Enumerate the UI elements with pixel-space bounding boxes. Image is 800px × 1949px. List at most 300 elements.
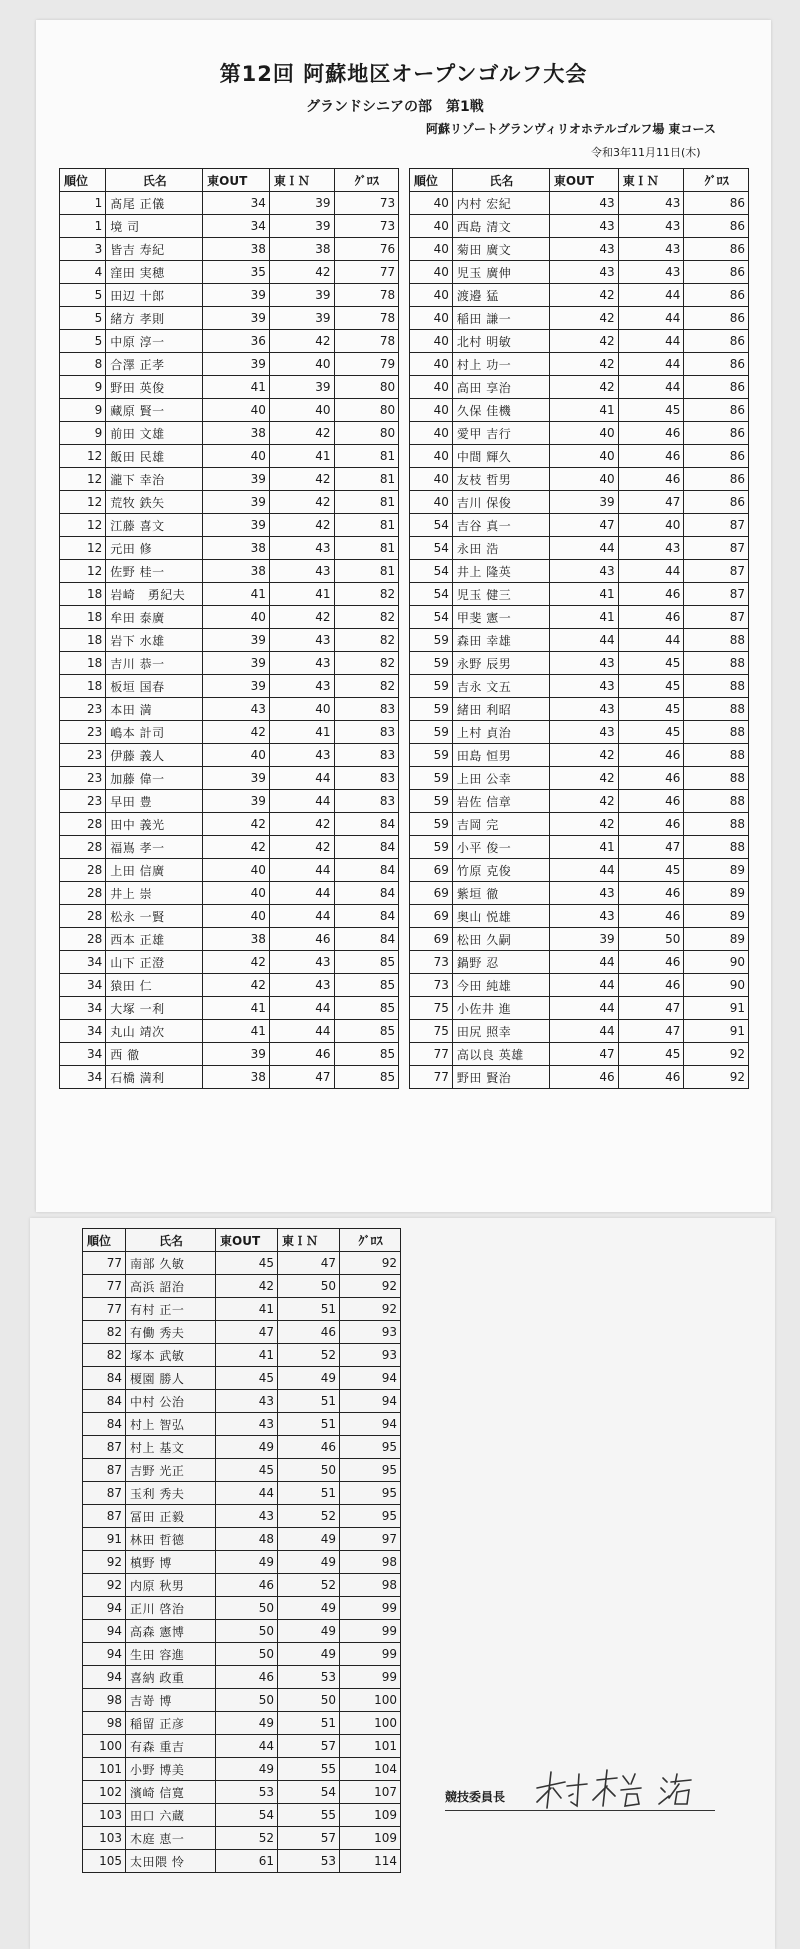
player-name-cell: 竹原 克俊 xyxy=(452,859,549,882)
player-name-cell: 中間 輝久 xyxy=(452,445,549,468)
gross-score-cell: 87 xyxy=(684,606,749,629)
gross-score-cell: 101 xyxy=(340,1735,401,1758)
column-gap xyxy=(399,905,410,928)
rank-cell: 34 xyxy=(60,1043,106,1066)
column-gap xyxy=(399,468,410,491)
player-name-cell: 有村 正一 xyxy=(126,1298,216,1321)
gross-score-cell: 82 xyxy=(334,583,399,606)
player-name-cell: 飯田 民雄 xyxy=(106,445,203,468)
rank-cell: 12 xyxy=(60,468,106,491)
in-score-cell: 44 xyxy=(269,790,334,813)
out-score-cell: 45 xyxy=(216,1367,278,1390)
player-name-cell: 上田 信廣 xyxy=(106,859,203,882)
rank-cell: 4 xyxy=(60,261,106,284)
player-name-cell: 木庭 恵一 xyxy=(126,1827,216,1850)
out-score-cell: 38 xyxy=(203,928,270,951)
column-gap xyxy=(399,399,410,422)
player-name-cell: 稲田 謙一 xyxy=(452,307,549,330)
gross-score-cell: 93 xyxy=(340,1321,401,1344)
column-gap xyxy=(399,744,410,767)
gross-score-cell: 81 xyxy=(334,560,399,583)
player-name-cell: 岩下 水雄 xyxy=(106,629,203,652)
table-row xyxy=(83,1321,401,1344)
gross-score-cell: 94 xyxy=(340,1367,401,1390)
player-name-cell: 牟田 泰廣 xyxy=(106,606,203,629)
header-rank: 順位 xyxy=(409,169,452,192)
rank-cell: 1 xyxy=(60,215,106,238)
gross-score-cell: 80 xyxy=(334,399,399,422)
rank-cell: 69 xyxy=(409,859,452,882)
in-score-cell: 44 xyxy=(618,307,684,330)
in-score-cell: 44 xyxy=(618,629,684,652)
rank-cell: 75 xyxy=(409,1020,452,1043)
in-score-cell: 43 xyxy=(618,192,684,215)
in-score-cell: 43 xyxy=(618,238,684,261)
column-gap xyxy=(399,353,410,376)
out-score-cell: 53 xyxy=(216,1781,278,1804)
table-row xyxy=(83,1574,401,1597)
gross-score-cell: 114 xyxy=(340,1850,401,1873)
in-score-cell: 44 xyxy=(618,330,684,353)
rank-cell: 40 xyxy=(409,399,452,422)
in-score-cell: 46 xyxy=(618,882,684,905)
gross-score-cell: 109 xyxy=(340,1827,401,1850)
table-row xyxy=(60,813,749,836)
rank-cell: 34 xyxy=(60,997,106,1020)
player-name-cell: 皆吉 寿紀 xyxy=(106,238,203,261)
player-name-cell: 塚本 武敏 xyxy=(126,1344,216,1367)
out-score-cell: 40 xyxy=(203,905,270,928)
column-gap xyxy=(399,376,410,399)
in-score-cell: 42 xyxy=(269,468,334,491)
in-score-cell: 46 xyxy=(618,583,684,606)
out-score-cell: 41 xyxy=(203,997,270,1020)
rank-cell: 40 xyxy=(409,330,452,353)
table-row xyxy=(83,1597,401,1620)
gross-score-cell: 97 xyxy=(340,1528,401,1551)
out-score-cell: 42 xyxy=(203,721,270,744)
header-gross: ｸﾞﾛｽ xyxy=(334,169,399,192)
player-name-cell: 上田 公幸 xyxy=(452,767,549,790)
rank-cell: 87 xyxy=(83,1482,126,1505)
in-score-cell: 44 xyxy=(269,859,334,882)
in-score-cell: 44 xyxy=(269,997,334,1020)
column-gap xyxy=(399,514,410,537)
gross-score-cell: 73 xyxy=(334,215,399,238)
rank-cell: 59 xyxy=(409,767,452,790)
header-in: 東ＩＮ xyxy=(278,1229,340,1252)
results-table-continued xyxy=(82,1228,401,1873)
gross-score-cell: 99 xyxy=(340,1597,401,1620)
out-score-cell: 42 xyxy=(216,1275,278,1298)
rank-cell: 103 xyxy=(83,1827,126,1850)
rank-cell: 94 xyxy=(83,1597,126,1620)
table-row xyxy=(83,1252,401,1275)
gross-score-cell: 82 xyxy=(334,675,399,698)
table-row xyxy=(83,1712,401,1735)
in-score-cell: 39 xyxy=(269,215,334,238)
table-row xyxy=(83,1689,401,1712)
rank-cell: 28 xyxy=(60,859,106,882)
table-row xyxy=(60,284,749,307)
gross-score-cell: 98 xyxy=(340,1551,401,1574)
player-name-cell: 早田 豊 xyxy=(106,790,203,813)
rank-cell: 23 xyxy=(60,721,106,744)
player-name-cell: 吉嵜 博 xyxy=(126,1689,216,1712)
gross-score-cell: 76 xyxy=(334,238,399,261)
player-name-cell: 元田 修 xyxy=(106,537,203,560)
signature-block xyxy=(445,1770,715,1815)
player-name-cell: 榎園 勝人 xyxy=(126,1367,216,1390)
in-score-cell: 39 xyxy=(269,192,334,215)
rank-cell: 5 xyxy=(60,330,106,353)
table-row xyxy=(83,1482,401,1505)
player-name-cell: 南部 久敏 xyxy=(126,1252,216,1275)
rank-cell: 54 xyxy=(409,560,452,583)
player-name-cell: 友枝 哲男 xyxy=(452,468,549,491)
out-score-cell: 35 xyxy=(203,261,270,284)
rank-cell: 59 xyxy=(409,813,452,836)
gross-score-cell: 80 xyxy=(334,422,399,445)
gross-score-cell: 86 xyxy=(684,238,749,261)
rank-cell: 94 xyxy=(83,1620,126,1643)
rank-cell: 3 xyxy=(60,238,106,261)
out-score-cell: 39 xyxy=(203,675,270,698)
gross-score-cell: 73 xyxy=(334,192,399,215)
gross-score-cell: 82 xyxy=(334,652,399,675)
out-score-cell: 44 xyxy=(549,629,618,652)
column-gap xyxy=(399,836,410,859)
out-score-cell: 34 xyxy=(203,192,270,215)
out-score-cell: 41 xyxy=(216,1344,278,1367)
out-score-cell: 49 xyxy=(216,1712,278,1735)
table-row xyxy=(83,1390,401,1413)
table-row xyxy=(60,238,749,261)
in-score-cell: 46 xyxy=(278,1436,340,1459)
player-name-cell: 紫垣 徹 xyxy=(452,882,549,905)
rank-cell: 100 xyxy=(83,1735,126,1758)
in-score-cell: 43 xyxy=(269,629,334,652)
in-score-cell: 41 xyxy=(269,721,334,744)
out-score-cell: 39 xyxy=(203,652,270,675)
player-name-cell: 瀧下 幸治 xyxy=(106,468,203,491)
rank-cell: 34 xyxy=(60,1066,106,1089)
in-score-cell: 49 xyxy=(278,1620,340,1643)
table-row xyxy=(83,1758,401,1781)
out-score-cell: 43 xyxy=(216,1413,278,1436)
rank-cell: 105 xyxy=(83,1850,126,1873)
rank-cell: 40 xyxy=(409,307,452,330)
rank-cell: 28 xyxy=(60,928,106,951)
rank-cell: 82 xyxy=(83,1321,126,1344)
out-score-cell: 50 xyxy=(216,1643,278,1666)
out-score-cell: 43 xyxy=(549,675,618,698)
table-row xyxy=(83,1298,401,1321)
out-score-cell: 34 xyxy=(203,215,270,238)
gross-score-cell: 100 xyxy=(340,1689,401,1712)
player-name-cell: 田辺 十郎 xyxy=(106,284,203,307)
gross-score-cell: 95 xyxy=(340,1482,401,1505)
gross-score-cell: 107 xyxy=(340,1781,401,1804)
player-name-cell: 小野 博美 xyxy=(126,1758,216,1781)
out-score-cell: 43 xyxy=(549,882,618,905)
column-gap xyxy=(399,675,410,698)
table-row xyxy=(60,767,749,790)
column-gap xyxy=(399,859,410,882)
rank-cell: 23 xyxy=(60,698,106,721)
out-score-cell: 39 xyxy=(203,468,270,491)
table-row xyxy=(60,698,749,721)
out-score-cell: 40 xyxy=(203,606,270,629)
in-score-cell: 44 xyxy=(618,353,684,376)
in-score-cell: 55 xyxy=(278,1804,340,1827)
gross-score-cell: 86 xyxy=(684,330,749,353)
in-score-cell: 46 xyxy=(618,744,684,767)
in-score-cell: 49 xyxy=(278,1551,340,1574)
table-row xyxy=(83,1344,401,1367)
gross-score-cell: 83 xyxy=(334,721,399,744)
out-score-cell: 40 xyxy=(203,882,270,905)
out-score-cell: 43 xyxy=(549,215,618,238)
column-gap xyxy=(399,698,410,721)
results-sheet-page-2 xyxy=(30,1218,775,1949)
in-score-cell: 46 xyxy=(618,445,684,468)
gross-score-cell: 95 xyxy=(340,1505,401,1528)
player-name-cell: 板垣 国春 xyxy=(106,675,203,698)
table-row xyxy=(60,1020,749,1043)
column-gap xyxy=(399,583,410,606)
venue-label: 阿蘇リゾートグランヴィリオホテルゴルフ場 東コース xyxy=(426,122,716,136)
gross-score-cell: 81 xyxy=(334,491,399,514)
column-gap xyxy=(399,997,410,1020)
rank-cell: 8 xyxy=(60,353,106,376)
out-score-cell: 54 xyxy=(216,1804,278,1827)
player-name-cell: 緒田 利昭 xyxy=(452,698,549,721)
gross-score-cell: 87 xyxy=(684,583,749,606)
in-score-cell: 45 xyxy=(618,721,684,744)
rank-cell: 84 xyxy=(83,1413,126,1436)
gross-score-cell: 84 xyxy=(334,928,399,951)
gross-score-cell: 86 xyxy=(684,261,749,284)
out-score-cell: 43 xyxy=(549,261,618,284)
column-gap xyxy=(399,813,410,836)
table-row xyxy=(60,882,749,905)
header-name: 氏名 xyxy=(452,169,549,192)
out-score-cell: 38 xyxy=(203,560,270,583)
out-score-cell: 39 xyxy=(203,307,270,330)
table-row xyxy=(83,1804,401,1827)
out-score-cell: 36 xyxy=(203,330,270,353)
in-score-cell: 39 xyxy=(269,284,334,307)
gross-score-cell: 90 xyxy=(684,974,749,997)
gross-score-cell: 83 xyxy=(334,767,399,790)
table-row xyxy=(83,1666,401,1689)
table-row xyxy=(60,560,749,583)
player-name-cell: 吉野 光正 xyxy=(126,1459,216,1482)
in-score-cell: 42 xyxy=(269,514,334,537)
table-row xyxy=(60,744,749,767)
signature-line xyxy=(445,1810,715,1811)
player-name-cell: 山下 正澄 xyxy=(106,951,203,974)
in-score-cell: 51 xyxy=(278,1390,340,1413)
gross-score-cell: 86 xyxy=(684,445,749,468)
out-score-cell: 40 xyxy=(549,422,618,445)
in-score-cell: 42 xyxy=(269,261,334,284)
table-row xyxy=(83,1505,401,1528)
rank-cell: 84 xyxy=(83,1390,126,1413)
player-name-cell: 菊田 廣文 xyxy=(452,238,549,261)
rank-cell: 40 xyxy=(409,192,452,215)
in-score-cell: 46 xyxy=(618,422,684,445)
gross-score-cell: 85 xyxy=(334,1043,399,1066)
out-score-cell: 39 xyxy=(203,1043,270,1066)
in-score-cell: 41 xyxy=(269,445,334,468)
gross-score-cell: 99 xyxy=(340,1643,401,1666)
out-score-cell: 43 xyxy=(203,698,270,721)
in-score-cell: 43 xyxy=(269,675,334,698)
table-row xyxy=(83,1551,401,1574)
gross-score-cell: 86 xyxy=(684,376,749,399)
gross-score-cell: 92 xyxy=(340,1252,401,1275)
player-name-cell: 内原 秋男 xyxy=(126,1574,216,1597)
out-score-cell: 47 xyxy=(549,514,618,537)
table-row xyxy=(60,376,749,399)
header-rank: 順位 xyxy=(83,1229,126,1252)
out-score-cell: 43 xyxy=(549,238,618,261)
player-name-cell: 槙野 博 xyxy=(126,1551,216,1574)
in-score-cell: 39 xyxy=(269,376,334,399)
out-score-cell: 43 xyxy=(549,721,618,744)
in-score-cell: 47 xyxy=(618,997,684,1020)
rank-cell: 98 xyxy=(83,1712,126,1735)
player-name-cell: 渡邉 猛 xyxy=(452,284,549,307)
column-gap xyxy=(399,284,410,307)
rank-cell: 23 xyxy=(60,767,106,790)
in-score-cell: 52 xyxy=(278,1574,340,1597)
column-gap xyxy=(399,537,410,560)
gross-score-cell: 86 xyxy=(684,192,749,215)
rank-cell: 59 xyxy=(409,652,452,675)
rank-cell: 77 xyxy=(83,1252,126,1275)
gross-score-cell: 88 xyxy=(684,698,749,721)
out-score-cell: 42 xyxy=(549,353,618,376)
gross-score-cell: 84 xyxy=(334,905,399,928)
signature-label: 競技委員長 xyxy=(445,1790,506,1804)
gross-score-cell: 78 xyxy=(334,284,399,307)
rank-cell: 69 xyxy=(409,882,452,905)
gross-score-cell: 88 xyxy=(684,629,749,652)
in-score-cell: 40 xyxy=(618,514,684,537)
out-score-cell: 39 xyxy=(203,790,270,813)
gross-score-cell: 88 xyxy=(684,813,749,836)
gross-score-cell: 87 xyxy=(684,514,749,537)
gross-score-cell: 81 xyxy=(334,445,399,468)
table-row xyxy=(60,721,749,744)
table-row xyxy=(60,583,749,606)
out-score-cell: 43 xyxy=(216,1390,278,1413)
column-gap xyxy=(399,1020,410,1043)
out-score-cell: 43 xyxy=(549,192,618,215)
table-row xyxy=(60,675,749,698)
out-score-cell: 42 xyxy=(549,767,618,790)
gross-score-cell: 100 xyxy=(340,1712,401,1735)
results-table-main xyxy=(59,168,749,1089)
gross-score-cell: 84 xyxy=(334,859,399,882)
table-row xyxy=(60,790,749,813)
rank-cell: 103 xyxy=(83,1804,126,1827)
rank-cell: 28 xyxy=(60,882,106,905)
player-name-cell: 甲斐 憲一 xyxy=(452,606,549,629)
player-name-cell: 田中 義光 xyxy=(106,813,203,836)
rank-cell: 40 xyxy=(409,445,452,468)
player-name-cell: 濱崎 信寛 xyxy=(126,1781,216,1804)
column-gap xyxy=(399,1066,410,1089)
player-name-cell: 正川 啓治 xyxy=(126,1597,216,1620)
out-score-cell: 42 xyxy=(549,307,618,330)
player-name-cell: 西 徹 xyxy=(106,1043,203,1066)
rank-cell: 59 xyxy=(409,744,452,767)
player-name-cell: 西島 清文 xyxy=(452,215,549,238)
player-name-cell: 井上 隆英 xyxy=(452,560,549,583)
out-score-cell: 44 xyxy=(549,1020,618,1043)
gross-score-cell: 88 xyxy=(684,767,749,790)
player-name-cell: 井上 崇 xyxy=(106,882,203,905)
column-gap xyxy=(399,330,410,353)
gross-score-cell: 88 xyxy=(684,652,749,675)
in-score-cell: 47 xyxy=(269,1066,334,1089)
in-score-cell: 46 xyxy=(618,813,684,836)
out-score-cell: 42 xyxy=(549,813,618,836)
out-score-cell: 44 xyxy=(549,997,618,1020)
in-score-cell: 50 xyxy=(278,1689,340,1712)
rank-cell: 59 xyxy=(409,836,452,859)
rank-cell: 40 xyxy=(409,261,452,284)
table-row xyxy=(60,606,749,629)
rank-cell: 77 xyxy=(83,1298,126,1321)
out-score-cell: 39 xyxy=(549,491,618,514)
column-gap xyxy=(399,882,410,905)
in-score-cell: 50 xyxy=(278,1275,340,1298)
out-score-cell: 44 xyxy=(216,1482,278,1505)
in-score-cell: 44 xyxy=(269,905,334,928)
out-score-cell: 43 xyxy=(216,1505,278,1528)
out-score-cell: 43 xyxy=(549,698,618,721)
out-score-cell: 41 xyxy=(549,836,618,859)
column-gap xyxy=(399,261,410,284)
header-gross: ｸﾞﾛｽ xyxy=(684,169,749,192)
gross-score-cell: 77 xyxy=(334,261,399,284)
gross-score-cell: 81 xyxy=(334,514,399,537)
player-name-cell: 江藤 喜文 xyxy=(106,514,203,537)
player-name-cell: 小平 俊一 xyxy=(452,836,549,859)
table-row xyxy=(60,399,749,422)
player-name-cell: 吉永 文五 xyxy=(452,675,549,698)
column-gap xyxy=(399,1043,410,1066)
player-name-cell: 有働 秀夫 xyxy=(126,1321,216,1344)
gross-score-cell: 82 xyxy=(334,629,399,652)
column-gap xyxy=(399,974,410,997)
player-name-cell: 吉川 恭一 xyxy=(106,652,203,675)
rank-cell: 59 xyxy=(409,721,452,744)
rank-cell: 5 xyxy=(60,284,106,307)
in-score-cell: 45 xyxy=(618,859,684,882)
gross-score-cell: 85 xyxy=(334,1066,399,1089)
player-name-cell: 藏原 賢一 xyxy=(106,399,203,422)
in-score-cell: 42 xyxy=(269,813,334,836)
gross-score-cell: 80 xyxy=(334,376,399,399)
table-row xyxy=(60,514,749,537)
rank-cell: 18 xyxy=(60,583,106,606)
